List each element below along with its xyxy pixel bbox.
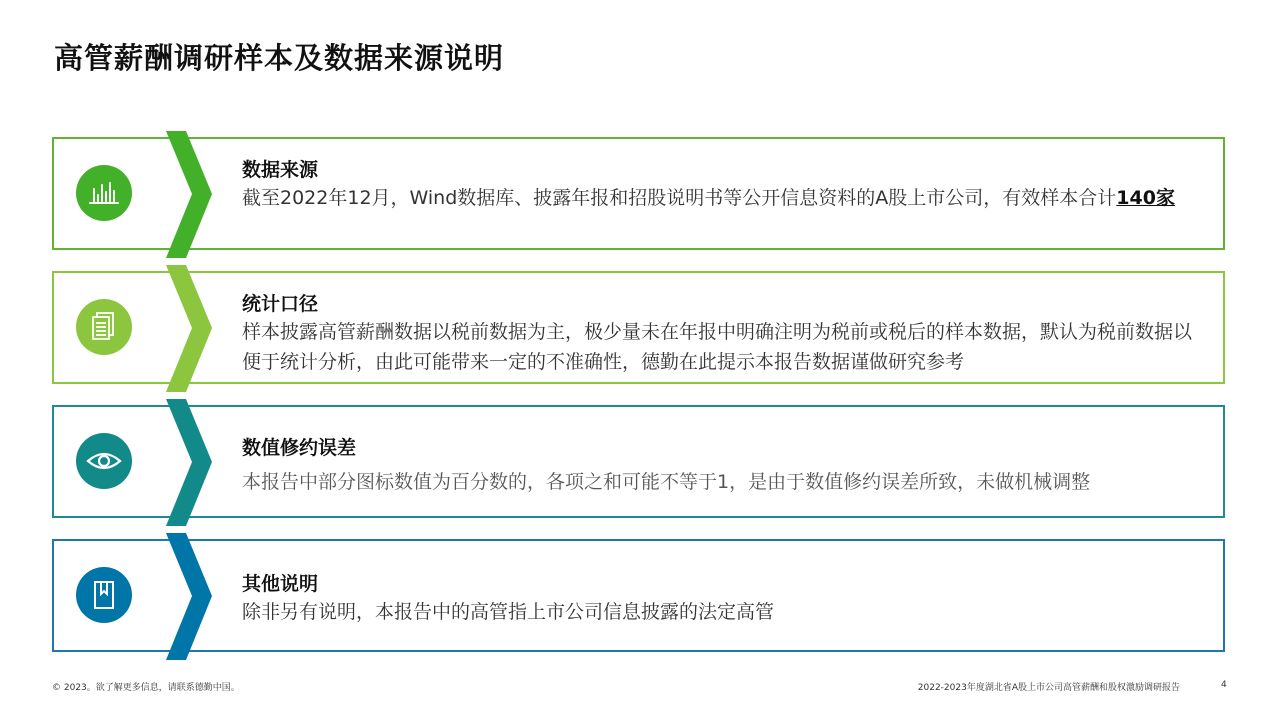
- book-icon: [76, 567, 132, 623]
- documents-icon: [76, 299, 132, 355]
- card-rounding-error: [52, 405, 1225, 518]
- eye-icon: [76, 433, 132, 489]
- footer-report-title: 2022-2023年度湖北省A股上市公司高管薪酬和股权激励调研报告: [917, 683, 1180, 693]
- card-other-notes: [52, 539, 1225, 652]
- card-heading: 其他说明: [242, 573, 319, 595]
- chevron-arrow: [166, 131, 212, 258]
- page-number: 4: [1221, 680, 1227, 690]
- card-body: 样本披露高管薪酬数据以税前数据为主，极少量未在年报中明确注明为税前或税后的样本数据，默认为税前数据以便于统计分析，由此可能带来一定的不准确性，德勤在此提示本报告数据谨做研究参考: [242, 321, 1193, 373]
- chevron-arrow: [166, 533, 212, 660]
- card-heading: 数值修约误差: [242, 437, 357, 459]
- card-data-source: [52, 137, 1225, 250]
- sample-count: 140家: [1116, 187, 1175, 209]
- card-heading: 数据来源: [242, 159, 319, 181]
- card-text: [242, 571, 1203, 627]
- card-text: [242, 435, 1203, 497]
- card-body: [242, 183, 1203, 213]
- card-statistical-scope: [52, 271, 1225, 384]
- card-body: 本报告中部分图标数值为百分数的，各项之和可能不等于1，是由于数值修约误差所致，未做机械调整: [242, 471, 1091, 493]
- bar-chart-icon: [76, 165, 132, 221]
- card-heading: 统计口径: [242, 293, 319, 315]
- chevron-arrow: [166, 265, 212, 392]
- page-title: 高管薪酬调研样本及数据来源说明: [54, 41, 505, 75]
- card-text: [242, 157, 1203, 213]
- card-body-text: 截至2022年12月，Wind数据库、披露年报和招股说明书等公开信息资料的A股上市公司，有效样本合计: [242, 187, 1117, 209]
- chevron-arrow: [166, 399, 212, 526]
- card-body: 除非另有说明，本报告中的高管指上市公司信息披露的法定高管: [242, 601, 775, 623]
- footer-copyright: © 2023。欲了解更多信息，请联系德勤中国。: [52, 683, 240, 693]
- card-text: [242, 291, 1203, 377]
